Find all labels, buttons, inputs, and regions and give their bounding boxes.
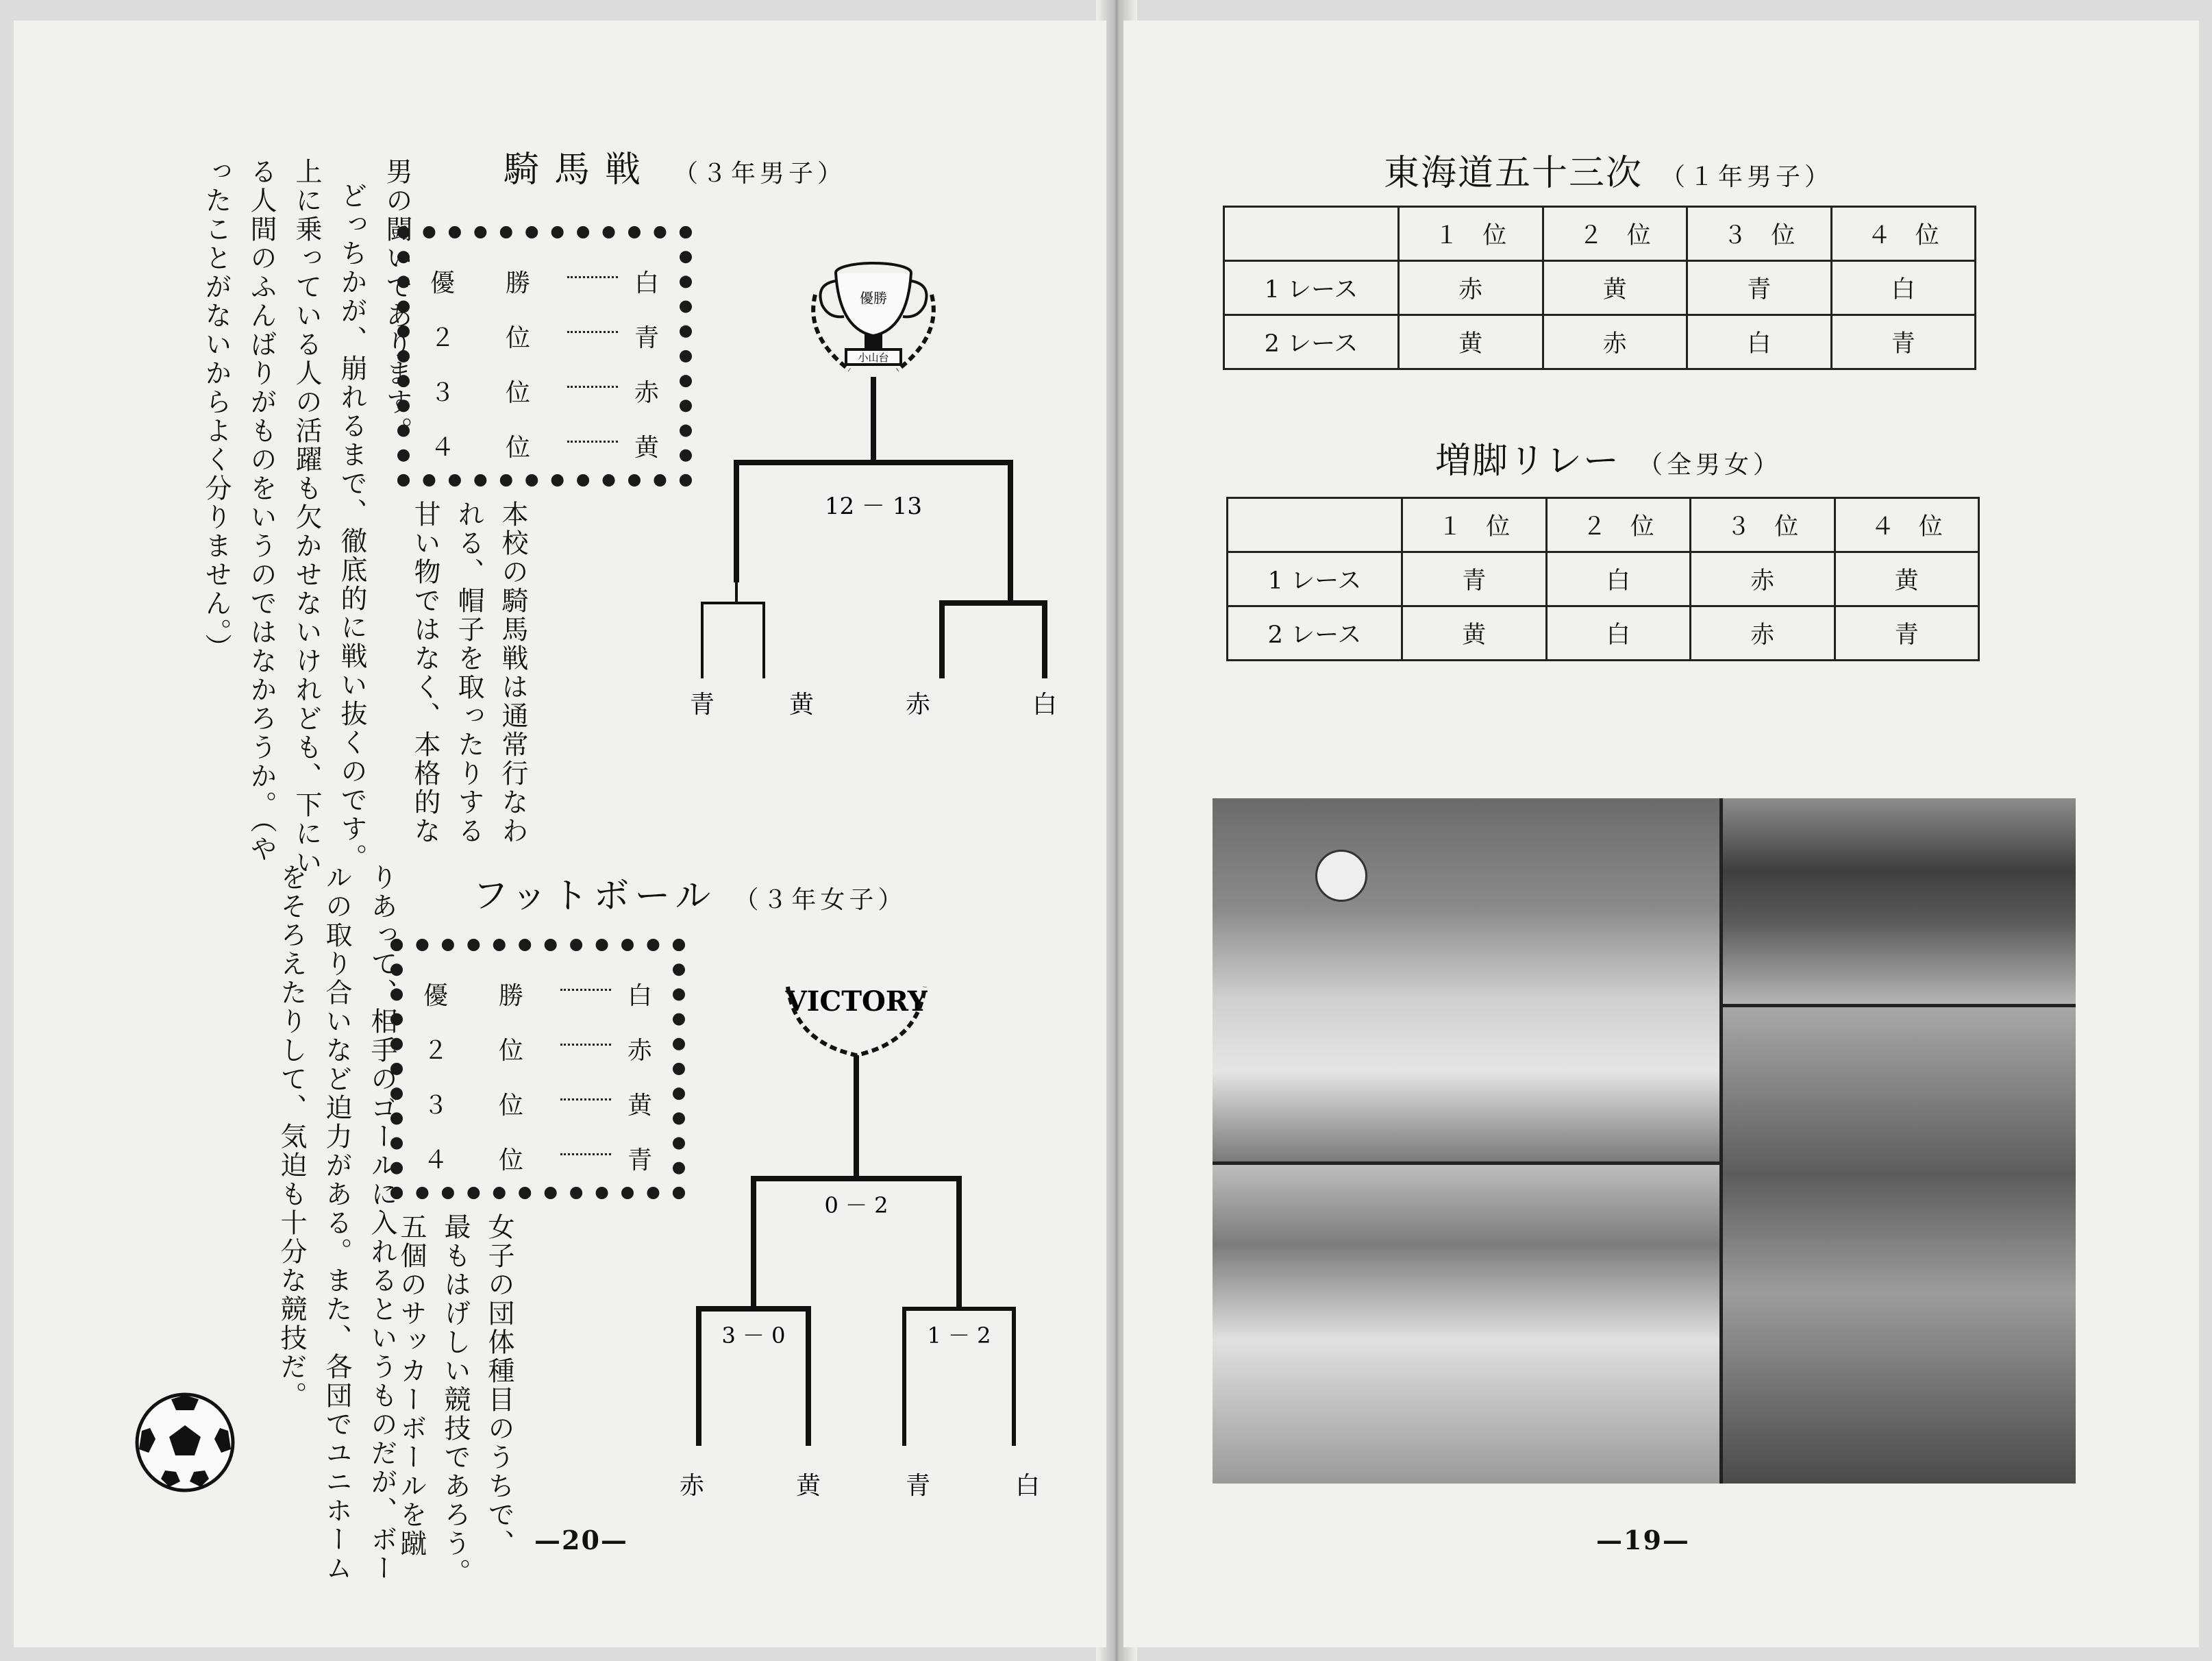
kibasen-text-line: 男の闘いであります。 [382,158,412,445]
football-text-line: 五個のサッカーボールを蹴 [396,1213,427,1558]
kibasen-text-line: 上に乗っている人の活躍も欠かせないけれども、下にい [291,158,322,877]
right-page [1123,21,2199,1647]
table-row [1224,315,1976,369]
victory-label: VICTORY [785,985,928,1018]
tokaido-heading [1384,144,1833,195]
football-text-block-2 [394,1213,516,1587]
bracket-team: 青 [905,1472,931,1500]
kibasen-bracket [685,254,1069,733]
result-row: ３ 位 赤 [430,378,659,407]
football-text-block [274,863,399,1583]
kibasen-results-box [397,226,692,487]
table-cell: 白 [1546,552,1691,606]
bracket-team: 黄 [795,1472,821,1500]
tokaido-subtitle: （１年男子） [1661,163,1834,191]
victory-icon [785,985,928,1055]
table-cell: 赤 [1691,552,1835,606]
trophy-label: 優勝 [860,290,887,306]
table-header: １ 位 [1399,207,1543,261]
table-header: ４ 位 [1831,207,1976,261]
football-text-line: 最もはげしい競技であろう。 [440,1213,471,1587]
table-row [1224,261,1976,315]
result-row: 優 勝 白 [423,981,652,1010]
trophy-label: 小山台 [858,352,889,364]
table-header: ２ 位 [1543,207,1687,261]
football-title: フットボール [473,876,717,917]
kibasen-text-block-2 [408,500,530,846]
relay-title: 増脚リレー [1435,441,1621,482]
photo-collage [1213,798,2076,1484]
tokaido-title: 東海道五十三次 [1384,153,1643,194]
result-row: ４ 位 青 [423,1146,652,1174]
semi-score: 3 － 0 [721,1322,786,1349]
kibasen-text-line: ったことがないからよく分りません。） [201,158,232,663]
table-cell: 黄 [1835,552,1979,606]
table-row [1228,552,1979,606]
relay-heading [1435,432,1782,483]
semi-score: 1 － 2 [927,1322,991,1349]
tokaido-table [1223,206,1976,370]
final-score: 0 － 2 [824,1192,888,1218]
table-cell: 1 レース [1228,552,1402,606]
football-heading [473,867,906,918]
table-header-row [1228,498,1979,552]
table-cell: 白 [1546,606,1691,661]
result-row: ２ 位 赤 [423,1036,652,1065]
table-cell: 赤 [1543,315,1687,369]
photo-football-players [1213,798,1719,1161]
photo-kibasen [1723,1007,2076,1484]
soccer-ball-icon [134,1391,236,1494]
table-cell: 2 レース [1228,606,1402,661]
table-header-row [1224,207,1976,261]
table-cell: 黄 [1543,261,1687,315]
table-cell: 黄 [1399,315,1543,369]
kibasen-text-line: る人間のふんばりがものをいうのではなかろうか。（や [246,158,277,864]
table-cell: 青 [1402,552,1547,606]
relay-subtitle: （全男女） [1638,451,1782,479]
football-bracket [658,952,1069,1514]
kibasen-text-line: 本校の騎馬戦は通常行なわ [497,500,528,846]
table-cell: 1 レース [1224,261,1399,315]
table-cell: 黄 [1402,606,1547,661]
table-cell: 赤 [1691,606,1835,661]
kibasen-heading [504,140,846,192]
table-header: ２ 位 [1546,498,1691,552]
table-cell: 青 [1831,315,1976,369]
bracket-team: 赤 [679,1472,705,1500]
table-cell: 青 [1835,606,1979,661]
football-text-line: をそろえたりして、気迫も十分な競技だ。 [276,863,307,1410]
table-header: ３ 位 [1687,207,1832,261]
result-row: ４ 位 黄 [430,433,659,462]
table-header: ３ 位 [1691,498,1835,552]
result-row: ２ 位 青 [430,323,659,352]
bracket-team: 赤 [905,691,931,719]
kibasen-subtitle: （３年男子） [673,160,847,188]
bracket-team: 白 [1015,1472,1041,1500]
page-number: —19— [1596,1525,1690,1555]
kibasen-text-line: 甘い物ではなく、本格的な [410,500,440,846]
table-cell: 赤 [1399,261,1543,315]
left-page [14,21,1106,1647]
result-row: 優 勝 白 [430,269,659,297]
kibasen-text-line: れる、帽子を取ったりする [453,500,484,846]
football-results-box [390,939,685,1199]
table-header: ４ 位 [1835,498,1979,552]
bracket-team: 白 [1032,691,1058,719]
football-text-line: ルの取り合いなど迫力がある。また、各団でユニホーム [321,863,352,1583]
kibasen-title: 騎馬戦 [504,149,656,190]
kibasen-text-block [199,158,414,877]
table-row [1228,606,1979,661]
football-text-line: 女子の団体種目のうちで、 [484,1213,514,1558]
table-cell: 白 [1831,261,1976,315]
photo-tug-of-war [1213,1165,1719,1484]
bracket-team: 青 [689,691,715,719]
table-cell: 青 [1687,261,1832,315]
kibasen-text-line: どっちかが、崩れるまで、徹底的に戦い抜くのです。 [336,182,367,872]
photo-parade [1723,798,2076,1004]
table-cell: 2 レース [1224,315,1399,369]
table-header: １ 位 [1402,498,1547,552]
page-number: —20— [534,1525,628,1555]
table-cell: 白 [1687,315,1832,369]
football-subtitle: （３年女子） [734,886,907,914]
relay-table [1226,497,1980,661]
result-row: ３ 位 黄 [423,1091,652,1120]
football-text-line: りあって、相手のゴールに入れるというものだが、ボー [366,863,397,1583]
final-score: 12 － 13 [824,493,923,520]
bracket-team: 黄 [788,691,815,719]
trophy-icon [813,263,934,370]
